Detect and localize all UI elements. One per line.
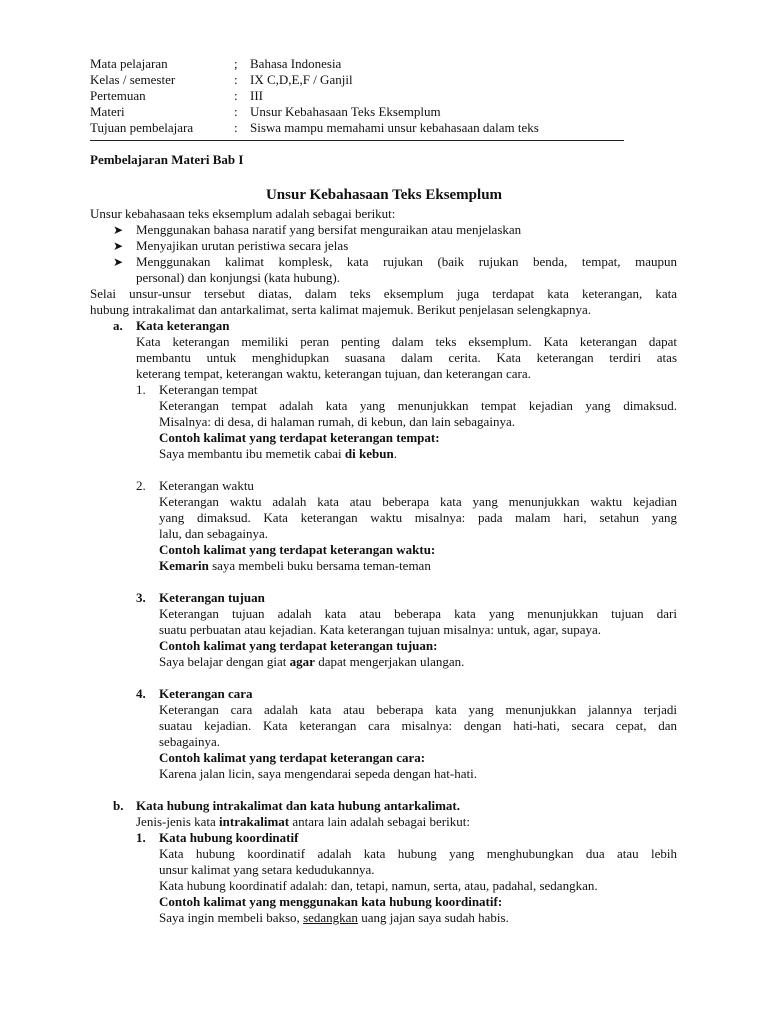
header-value: Siswa mampu memahami unsur kebahasaan dalam teks xyxy=(250,120,539,135)
example-sentence: Karena jalan licin, saya mengendarai sepeda dengan hat-hati. xyxy=(159,766,477,781)
example-label: Contoh kalimat yang terdapat keterangan waktu: xyxy=(159,542,436,557)
bullet-text-cont: personal) dan konjungsi (kata hubung). xyxy=(136,270,340,285)
arrow-bullet-icon: ➤ xyxy=(113,255,124,269)
header-label: Materi xyxy=(90,104,125,119)
header-sep: ; xyxy=(234,56,238,71)
header-value: Unsur Kebahasaan Teks Eksemplum xyxy=(250,104,441,119)
item-number: 1. xyxy=(136,830,146,845)
item-title: Keterangan waktu xyxy=(159,478,254,493)
header-sep: : xyxy=(234,120,238,135)
item-line: Keterangan cara adalah kata atau beberapa kata yang menunjukkan jalannya terjadi xyxy=(159,702,677,717)
section-a-marker: a. xyxy=(113,318,123,333)
item-number: 4. xyxy=(136,686,146,701)
item-number: 3. xyxy=(136,590,146,605)
header-label: Pertemuan xyxy=(90,88,146,103)
item-line: suatu perbuatan atau kejadian. Kata keterangan tujuan misalnya: untuk, agar, supaya. xyxy=(159,622,602,637)
bullet-text: Menggunakan bahasa naratif yang bersifat menguraikan atau menjelaskan xyxy=(136,222,522,237)
section-a-line: membantu untuk menghidupkan suasana dalam cerita. Kata keterangan terdiri atas xyxy=(136,350,677,365)
example-sentence: Saya belajar dengan giat agar dapat mengerjakan ulangan. xyxy=(159,654,465,669)
item-title: Keterangan cara xyxy=(159,686,253,701)
item-number: 2. xyxy=(136,478,146,493)
item-line: lalu, dan sebagainya. xyxy=(159,526,269,541)
paragraph-line: hubung intrakalimat dan antarkalimat, serta kalimat majemuk. Berikut penjelasan selengkapnya. xyxy=(90,302,592,317)
item-title: Keterangan tujuan xyxy=(159,590,265,605)
item-title: Kata hubung koordinatif xyxy=(159,830,299,845)
item-line: suatau kejadian. Kata keterangan cara misalnya: dengan hati-hati, secara cepat, dan xyxy=(159,718,677,733)
section-a-line: keterang tempat, keterangan waktu, keterangan tujuan, dan keterangan cara. xyxy=(136,366,531,381)
section-heading: Pembelajaran Materi Bab I xyxy=(90,152,244,167)
document-title: Unsur Kebahasaan Teks Eksemplum xyxy=(265,187,503,203)
item-line: unsur kalimat yang setara kedudukannya. xyxy=(159,862,375,877)
example-label: Contoh kalimat yang terdapat keterangan tujuan: xyxy=(159,638,438,653)
example-sentence: Kemarin saya membeli buku bersama teman-teman xyxy=(159,558,431,573)
item-line: Keterangan waktu adalah kata atau beberapa kata yang menunjukkan waktu kejadian xyxy=(159,494,677,509)
section-b-heading: Kata hubung intrakalimat dan kata hubung antarkalimat. xyxy=(136,798,461,813)
header-label: Mata pelajaran xyxy=(90,56,168,71)
section-b-intro: Jenis-jenis kata intrakalimat antara lain adalah sebagai berikut: xyxy=(136,814,470,829)
header-sep: : xyxy=(234,88,238,103)
item-number: 1. xyxy=(136,382,146,397)
item-line: sebagainya. xyxy=(159,734,221,749)
intro-text: Unsur kebahasaan teks eksemplum adalah sebagai berikut: xyxy=(90,206,396,221)
item-line: Keterangan tempat adalah kata yang menunjukkan tempat kejadian yang dimaksud. xyxy=(159,398,677,413)
paragraph-line: Selai unsur-unsur tersebut diatas, dalam teks eksemplum juga terdapat kata keterangan, kata xyxy=(90,286,677,301)
bullet-text: Menggunakan kalimat komplesk, kata rujukan (baik rujukan benda, tempat, maupun xyxy=(136,254,677,269)
item-line: Keterangan tujuan adalah kata atau beberapa kata yang menunjukkan tujuan dari xyxy=(159,606,677,621)
example-label: Contoh kalimat yang menggunakan kata hubung koordinatif: xyxy=(159,894,503,909)
header-value: IX C,D,E,F / Ganjil xyxy=(250,72,353,87)
example-label: Contoh kalimat yang terdapat keterangan cara: xyxy=(159,750,426,765)
header-sep: : xyxy=(234,104,238,119)
section-b-marker: b. xyxy=(113,798,124,813)
header-value: III xyxy=(250,88,263,103)
item-title: Keterangan tempat xyxy=(159,382,258,397)
item-line: Misalnya: di desa, di halaman rumah, di kebun, dan lain sebagainya. xyxy=(159,414,515,429)
arrow-bullet-icon: ➤ xyxy=(113,239,124,253)
item-line: yang dimaksud. Kata keterangan waktu misalnya: pada malam hari, setahun yang xyxy=(159,510,677,525)
example-label: Contoh kalimat yang terdapat keterangan tempat: xyxy=(159,430,440,445)
item-line: Kata hubung koordinatif adalah: dan, tetapi, namun, serta, atau, padahal, sedangkan. xyxy=(159,878,598,893)
section-a-line: Kata keterangan memiliki peran penting dalam teks eksemplum. Kata keterangan dapat xyxy=(136,334,677,349)
arrow-bullet-icon: ➤ xyxy=(113,223,124,237)
header-sep: : xyxy=(234,72,238,87)
bullet-text: Menyajikan urutan peristiwa secara jelas xyxy=(136,238,349,253)
header-label: Tujuan pembelajara xyxy=(90,120,194,135)
header-divider xyxy=(90,140,624,141)
header-value: Bahasa Indonesia xyxy=(250,56,342,71)
header-label: Kelas / semester xyxy=(90,72,176,87)
section-a-heading: Kata keterangan xyxy=(136,318,230,333)
example-sentence: Saya ingin membeli bakso, sedangkan uang jajan saya sudah habis. xyxy=(159,910,509,925)
example-sentence: Saya membantu ibu memetik cabai di kebun. xyxy=(159,446,397,461)
item-line: Kata hubung koordinatif adalah kata hubung yang menghubungkan dua atau lebih xyxy=(159,846,677,861)
